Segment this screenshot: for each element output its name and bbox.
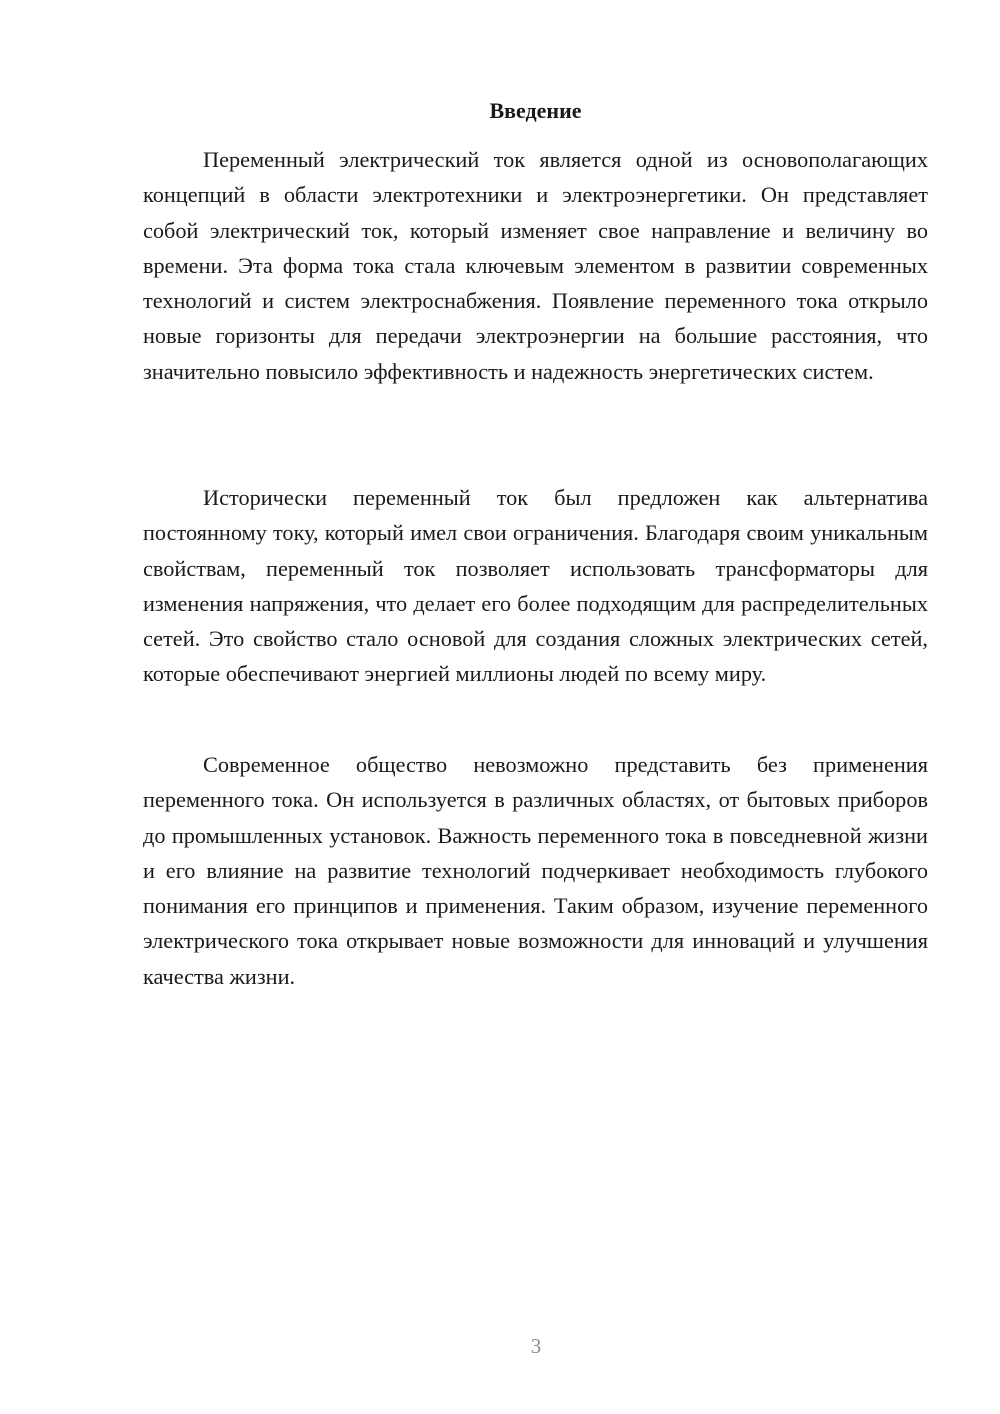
paragraph-1: Переменный электрический ток является одной из основополагающих концепций в области электротехники и электроэнергетики. Он представляет собой электрический ток, который изменяет свое направление и величину во времени. Эта форма тока стала ключевым элементом в развитии современных технологий и систем электроснабжения. Появление переменного тока открыло новые горизонты для передачи электроэнергии на большие расстояния, что значительно повысило эффективность и надежность энергетических систем. — [143, 147, 928, 384]
paragraph-2: Исторически переменный ток был предложен как альтернатива постоянному току, который имел свои ограничения. Благодаря своим уникальным свойствам, переменный ток позволяет использовать трансформаторы для изменения напряжения, что делает его более подходящим для распределительных сетей. Это свойство стало основой для создания сложных электрических сетей, которые обеспечивают энергией миллионы людей по всему миру. — [143, 485, 928, 687]
page-number: 3 — [530, 1334, 542, 1358]
page-title: Введение — [489, 98, 582, 123]
paragraph-3: Современное общество невозможно представить без применения переменного тока. Он используется в различных областях, от бытовых приборов до промышленных установок. Важность переменного тока в повседневной жизни и его влияние на развитие технологий подчеркивает необходимость глубокого понимания его принципов и применения. Таким образом, изучение переменного электрического тока открывает новые возможности для инноваций и улучшения качества жизни. — [143, 752, 928, 989]
